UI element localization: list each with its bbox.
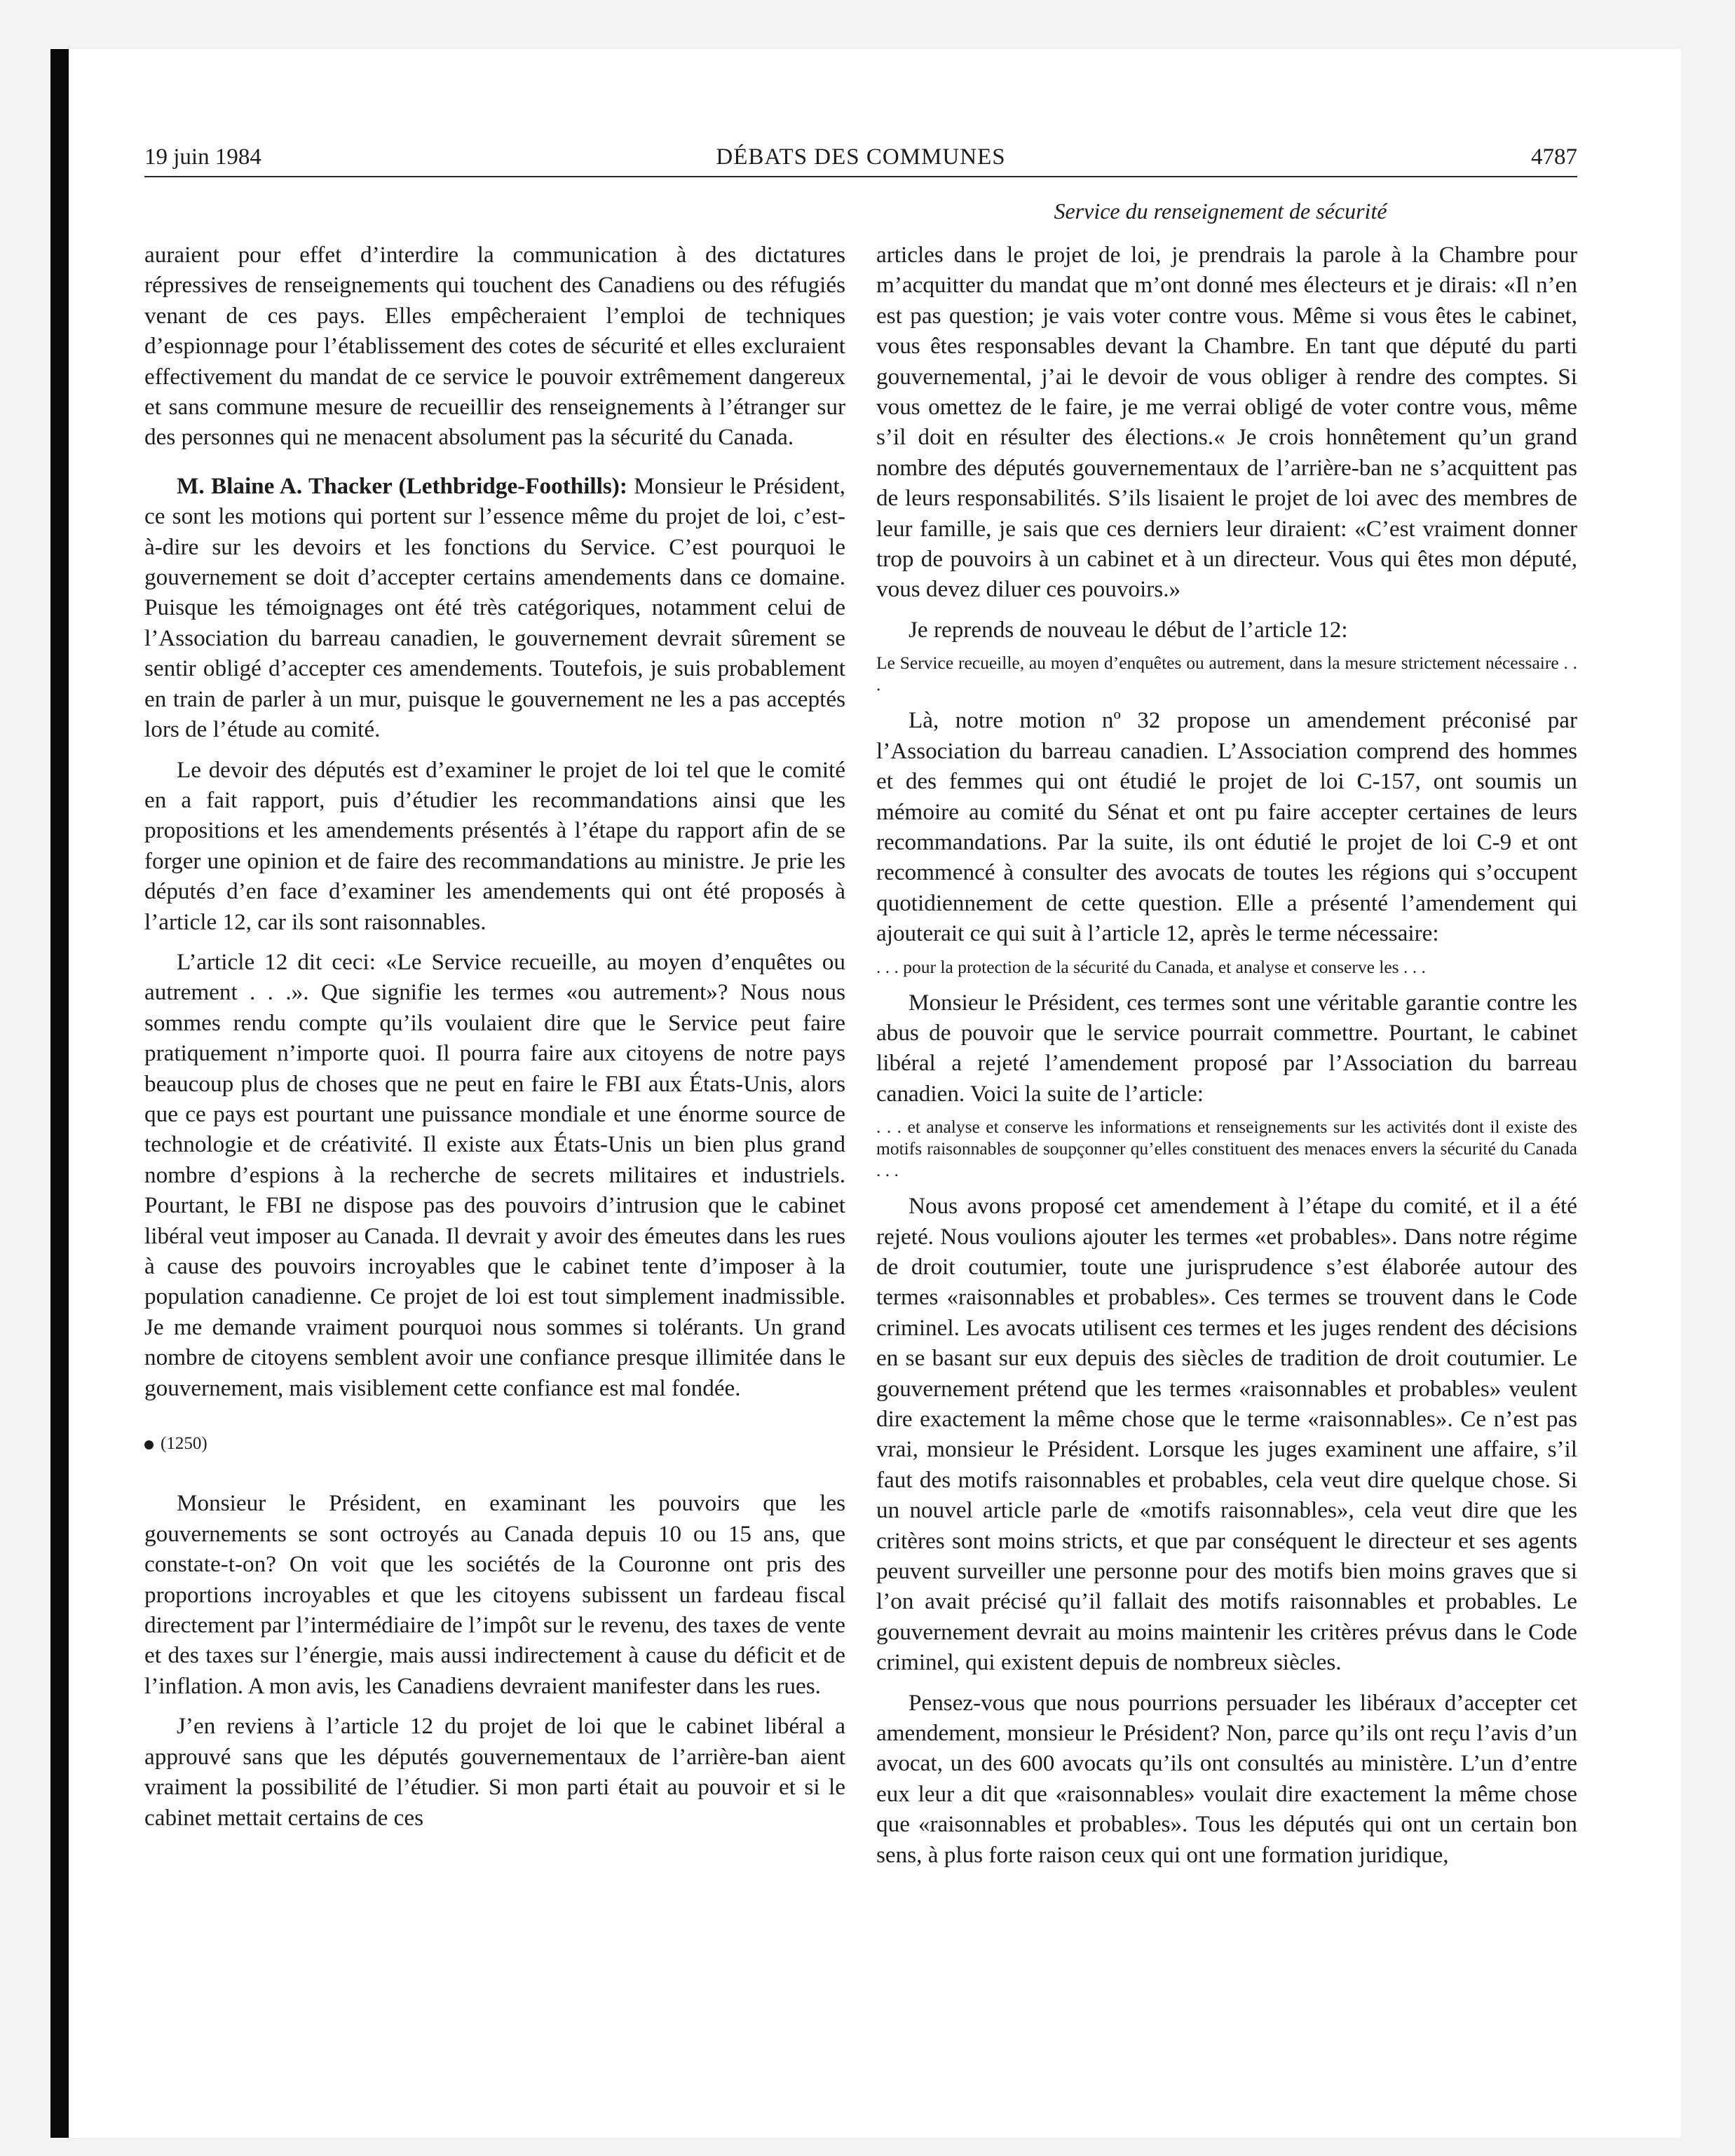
running-header (144, 144, 1577, 177)
bullet-icon (144, 1440, 154, 1449)
paragraph: Nous avons proposé cet amendement à l’étape du comité, et il a été rejeté. Nous voulions ajouter les termes «et probables». Dans notre régime de droit coutumier, toute une jurisprudence s’est élaborée autour des termes «raisonnables et probables». Ces termes se trouvent dans le Code criminel. Les avocats utilisent ces termes et les juges rendent des décisions en se basant sur eux depuis des siècles de tradition de droit coutumier. Le gouvernement prétend que les termes «raisonnables et probables» veulent dire exactement la même chose que le terme «raisonnables». Ce n’est pas vrai, monsieur le Président. Lorsque les juges examinent une affaire, s’il faut des motifs raisonnables et probables, cela veut dire quelque chose. Si un nouvel article parle de «motifs raisonnables», cela veut dire que les critères sont moins stricts, et que par conséquent le directeur et ses agents peuvent surveiller une personne pour des motifs bien moins graves que si l’on avait précisé qu’il fallait des motifs raisonnables et probables. Le gouvernement devrait au moins maintenir les critères prévus dans le Code criminel, qui existent depuis de nombreux siècles. (876, 1193, 1577, 1676)
header-date: 19 juin 1984 (144, 144, 261, 170)
speech-text: Monsieur le Président, ce sont les motions qui portent sur l’essence même du projet de loi, c’est-à-dire sur les devoirs et les fonctions du Service. C’est pourquoi le gouvernement se doit d’accepter certains amendements dans ce domaine. Puisque les témoignages ont été très catégoriques, notamment celui de l’Association du barreau canadien, le gouvernement devrait sûrement se sentir obligé d’accepter ces amendements. Toutefois, je suis probablement en train de parler à un mur, puisque le gouvernement ne les a pas acceptés lors de l’étude au comité. (144, 472, 845, 743)
paragraph: auraient pour effet d’interdire la communication à des dictatures répressives de renseignements qui touchent des Canadiens ou des réfugiés venant de ces pays. Elles empêcheraient l’emploi de techniques d’espionnage pour l’établissement des cotes de sécurité et elles excluraient effectivement du mandat de ce service le pouvoir extrêmement dangereux et sans commune mesure de recueillir des renseignements à l’étranger sur des personnes qui ne menacent absolument pas la sécurité du Canada. (144, 242, 845, 451)
section-title: Service du renseignement de sécurité (1054, 198, 1387, 224)
left-column (144, 240, 845, 1833)
paragraph: articles dans le projet de loi, je prendrais la parole à la Chambre pour m’acquitter du mandat que m’ont donné mes électeurs et je dirais: «Il n’en est pas question; je vais voter contre vous. Même si vous êtes le cabinet, vous êtes responsables devant la Chambre. En tant que député du parti gouvernemental, j’ai le devoir de vous obliger à rendre des comptes. Si vous omettez de le faire, je me verrai obligé de voter contre vous, même s’il doit en résulter des élections.« Je crois honnêtement qu’un grand nombre des députés gouvernementaux de l’arrière-ban ne s’acquittent pas de leurs responsabilités. S’ils lisaient le projet de loi avec des membres de leur famille, je sais que ces derniers leur diraient: «C’est vraiment donner trop de pouvoirs à un cabinet et à un directeur. Vous qui êtes mon député, vous devez diluer ces pouvoirs.» (876, 242, 1577, 603)
paragraph: Monsieur le Président, ces termes sont une véritable garantie contre les abus de pouvoir que le service pourrait commettre. Pourtant, le cabinet libéral a rejeté l’amendement proposé par l’Association du barreau canadien. Voici la suite de l’article: (876, 989, 1577, 1107)
header-title: DÉBATS DES COMMUNES (716, 144, 1006, 170)
block-quote: . . . pour la protection de la sécurité du Canada, et analyse et conserve les . . . (876, 956, 1426, 977)
block-quote: . . . et analyse et conserve les informations et renseignements sur les activités dont il existe des motifs raisonnables de soupçonner qu’elles constituent des menaces envers la sécurité du Canada . . . (876, 1117, 1577, 1181)
right-column (876, 240, 1577, 1870)
paragraph: Pensez-vous que nous pourrions persuader les libéraux d’accepter cet amendement, monsieur le Président? Non, parce qu’ils ont reçu l’avis d’un avocat, un des 600 avocats qu’ils ont consultés au ministère. L’un d’entre eux leur a dit que «raisonnables» voulait dire exactement la même chose que «raisonnables et probables». Tous les députés qui ont un certain bon sens, à plus forte raison ceux qui ont une formation juridique, (876, 1689, 1577, 1868)
time-marker (144, 1428, 845, 1459)
speech-paragraph (144, 471, 845, 745)
paragraph: L’article 12 dit ceci: «Le Service recueille, au moyen d’enquêtes ou autrement . . .». Que signifie les termes «ou autrement»? Nous nous sommes rendu compte qu’ils voulaient dire que le Service peut faire pratiquement n’importe quoi. Il pourra faire aux citoyens de notre pays beaucoup plus de choses que ne peut en faire le FBI aux États-Unis, alors que ce pays est pourtant une puissance mondiale et une énorme source de technologie et de créativité. Il existe aux États-Unis un bien plus grand nombre d’espions à la recherche de secrets militaires et industriels. Pourtant, le FBI ne dispose pas des pouvoirs d’intrusion que le cabinet libéral veut imposer au Canada. Il devrait y avoir des émeutes dans les rues à cause des pouvoirs incroyables que le cabinet tente d’imposer à la population canadienne. Ce projet de loi est tout simplement inadmissible. Je me demande vraiment pourquoi nous sommes si tolérants. Un grand nombre de citoyens semblent avoir une confiance presque illimitée dans le gouvernement, mais visiblement cette confiance est mal fondée. (144, 948, 845, 1401)
block-quote: Le Service recueille, au moyen d’enquêtes ou autrement, dans la mesure strictement nécessaire . . . (876, 653, 1577, 695)
paragraph: J’en reviens à l’article 12 du projet de loi que le cabinet libéral a approuvé sans que les députés gouvernementaux de l’arrière-ban aient vraiment la possibilité de l’étudier. Si mon parti était au pouvoir et si le cabinet mettait certains de ces (144, 1713, 845, 1831)
scan-border (50, 49, 69, 2138)
paragraph: Là, notre motion nº 32 propose un amendement préconisé par l’Association du barreau canadien. L’Association comprend des hommes et des femmes qui ont étudié le projet de loi C-157, ont soumis un mémoire au comité du Sénat et ont pu faire accepter certaines de leurs recommandations. Par la suite, ils ont édutié le projet de loi C-9 et ont recommencé à consulter des avocats de toutes les régions qui s’occupent quotidiennement de cette question. Elle a présenté l’amendement qui ajouterait ce qui suit à l’article 12, après le terme nécessaire: (876, 707, 1577, 947)
speaker-name: M. Blaine A. Thacker (Lethbridge-Foothills): (177, 472, 627, 499)
paragraph: Je reprends de nouveau le début de l’article 12: (909, 616, 1348, 643)
paragraph: Le devoir des députés est d’examiner le projet de loi tel que le comité en a fait rapport, puis d’étudier les recommandations ainsi que les propositions et les amendements présentés à l’étape du rapport afin de se forger une opinion et de faire des recommandations au ministre. Je prie les députés d’en face d’examiner les amendements qui ont été proposés à l’article 12, car ils sont raisonnables. (144, 756, 845, 935)
time-marker-text: (1250) (161, 1434, 207, 1454)
header-page-number: 4787 (1531, 144, 1577, 170)
paragraph: Monsieur le Président, en examinant les pouvoirs que les gouvernements se sont octroyés au Canada depuis 10 ou 15 ans, que constate-t-on? On voit que les sociétés de la Couronne ont pris des proportions incroyables et que les citoyens subissent un fardeau fiscal directement par l’intermédiaire de l’impôt sur le revenu, des taxes de vente et des taxes sur l’énergie, mais aussi indirectement à cause du déficit et de l’inflation. A mon avis, les Canadiens devraient manifester dans les rues. (144, 1490, 845, 1699)
header-rule (144, 176, 1577, 177)
